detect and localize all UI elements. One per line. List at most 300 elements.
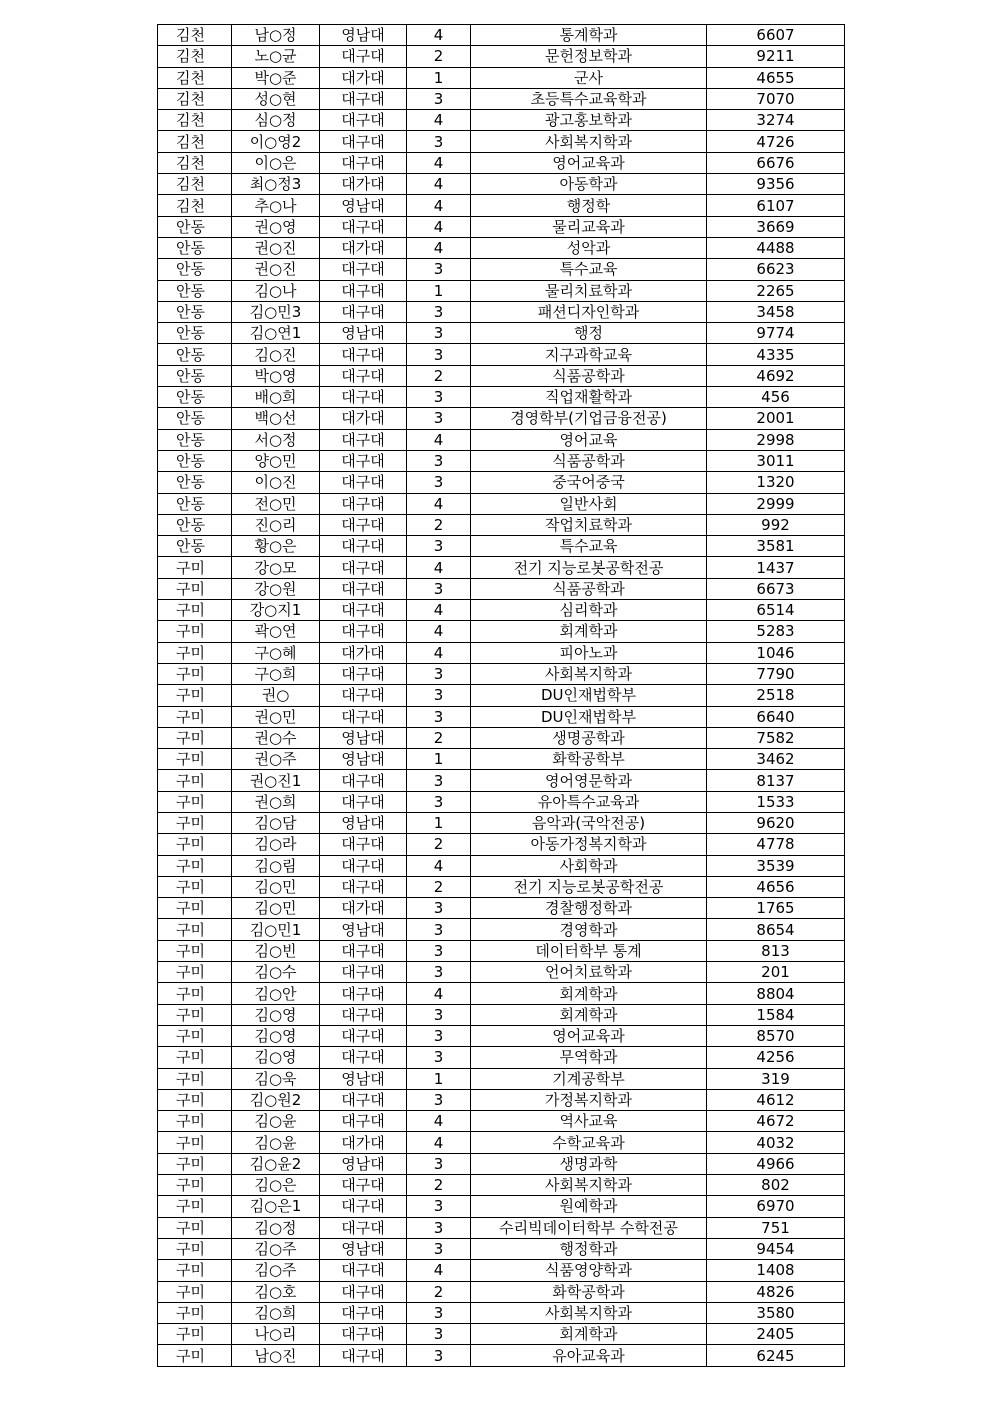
name-cell: 김○원2 [232, 1089, 320, 1110]
grade-cell: 3 [407, 1345, 471, 1366]
name-cell: 권○진1 [232, 770, 320, 791]
table-row [158, 983, 845, 1004]
table-row [158, 67, 845, 88]
department-cell: 식품공학과 [471, 365, 707, 386]
number-cell: 1046 [707, 642, 845, 663]
number-cell: 4778 [707, 834, 845, 855]
name-cell: 곽○연 [232, 621, 320, 642]
university-cell: 대구대 [320, 1281, 407, 1302]
university-cell: 대구대 [320, 1260, 407, 1281]
number-cell: 813 [707, 940, 845, 961]
grade-cell: 3 [407, 408, 471, 429]
region-cell: 구미 [158, 1302, 232, 1323]
grade-cell: 4 [407, 195, 471, 216]
grade-cell: 3 [407, 1004, 471, 1025]
region-cell: 구미 [158, 1196, 232, 1217]
department-cell: 가정복지학과 [471, 1089, 707, 1110]
grade-cell: 3 [407, 1302, 471, 1323]
department-cell: 물리치료학과 [471, 280, 707, 301]
grade-cell: 3 [407, 1196, 471, 1217]
grade-cell: 2 [407, 876, 471, 897]
region-cell: 구미 [158, 898, 232, 919]
table-row [158, 131, 845, 152]
grade-cell: 4 [407, 493, 471, 514]
university-cell: 영남대 [320, 812, 407, 833]
region-cell: 김천 [158, 67, 232, 88]
region-cell: 구미 [158, 621, 232, 642]
region-cell: 김천 [158, 25, 232, 46]
university-cell: 영남대 [320, 1238, 407, 1259]
grade-cell: 2 [407, 514, 471, 535]
grade-cell: 4 [407, 174, 471, 195]
university-cell: 대구대 [320, 387, 407, 408]
university-cell: 대구대 [320, 536, 407, 557]
name-cell: 강○모 [232, 557, 320, 578]
table-row [158, 1153, 845, 1174]
department-cell: 물리교육과 [471, 216, 707, 237]
grade-cell: 3 [407, 685, 471, 706]
name-cell: 김○민 [232, 898, 320, 919]
number-cell: 9211 [707, 46, 845, 67]
department-cell: 수학교육과 [471, 1132, 707, 1153]
table-row [158, 1175, 845, 1196]
name-cell: 김○빈 [232, 940, 320, 961]
department-cell: 생명공학과 [471, 727, 707, 748]
region-cell: 안동 [158, 237, 232, 258]
grade-cell: 1 [407, 67, 471, 88]
grade-cell: 2 [407, 1175, 471, 1196]
number-cell: 3581 [707, 536, 845, 557]
university-cell: 대구대 [320, 600, 407, 621]
region-cell: 구미 [158, 1111, 232, 1132]
department-cell: 사회복지학과 [471, 663, 707, 684]
university-cell: 대구대 [320, 663, 407, 684]
grade-cell: 3 [407, 962, 471, 983]
name-cell: 최○정3 [232, 174, 320, 195]
department-cell: 행정학 [471, 195, 707, 216]
region-cell: 구미 [158, 1345, 232, 1366]
university-cell: 대구대 [320, 557, 407, 578]
number-cell: 6514 [707, 600, 845, 621]
table-row [158, 472, 845, 493]
name-cell: 구○희 [232, 663, 320, 684]
grade-cell: 4 [407, 216, 471, 237]
region-cell: 구미 [158, 1068, 232, 1089]
table-row [158, 429, 845, 450]
department-cell: 식품공학과 [471, 450, 707, 471]
name-cell: 추○나 [232, 195, 320, 216]
region-cell: 안동 [158, 450, 232, 471]
name-cell: 강○원 [232, 578, 320, 599]
name-cell: 김○영 [232, 1047, 320, 1068]
department-cell: 사회학과 [471, 855, 707, 876]
university-cell: 대구대 [320, 1324, 407, 1345]
university-cell: 영남대 [320, 323, 407, 344]
department-cell: 데이터학부 통계 [471, 940, 707, 961]
number-cell: 6107 [707, 195, 845, 216]
grade-cell: 3 [407, 663, 471, 684]
department-cell: 회계학과 [471, 621, 707, 642]
university-cell: 대구대 [320, 131, 407, 152]
table-row [158, 770, 845, 791]
university-cell: 대가대 [320, 67, 407, 88]
university-cell: 대가대 [320, 642, 407, 663]
grade-cell: 3 [407, 770, 471, 791]
university-cell: 대구대 [320, 876, 407, 897]
name-cell: 권○진 [232, 259, 320, 280]
name-cell: 김○안 [232, 983, 320, 1004]
university-cell: 대구대 [320, 770, 407, 791]
university-cell: 대구대 [320, 1047, 407, 1068]
name-cell: 권○민 [232, 706, 320, 727]
grade-cell: 4 [407, 25, 471, 46]
department-cell: 영어교육과 [471, 152, 707, 173]
number-cell: 8654 [707, 919, 845, 940]
region-cell: 구미 [158, 983, 232, 1004]
department-cell: 경영학과 [471, 919, 707, 940]
university-cell: 대구대 [320, 259, 407, 280]
table-row [158, 940, 845, 961]
grade-cell: 4 [407, 642, 471, 663]
university-cell: 대구대 [320, 1196, 407, 1217]
department-cell: DU인재법학부 [471, 685, 707, 706]
region-cell: 구미 [158, 876, 232, 897]
region-cell: 안동 [158, 216, 232, 237]
name-cell: 김○담 [232, 812, 320, 833]
university-cell: 대구대 [320, 429, 407, 450]
table-row [158, 1068, 845, 1089]
name-cell: 김○호 [232, 1281, 320, 1302]
grade-cell: 3 [407, 450, 471, 471]
university-cell: 대구대 [320, 1111, 407, 1132]
name-cell: 권○희 [232, 791, 320, 812]
region-cell: 구미 [158, 557, 232, 578]
department-cell: 성악과 [471, 237, 707, 258]
university-cell: 대가대 [320, 174, 407, 195]
name-cell: 김○은1 [232, 1196, 320, 1217]
department-cell: 패션디자인학과 [471, 301, 707, 322]
university-cell: 영남대 [320, 919, 407, 940]
name-cell: 남○진 [232, 1345, 320, 1366]
table-row [158, 344, 845, 365]
region-cell: 구미 [158, 919, 232, 940]
number-cell: 4726 [707, 131, 845, 152]
department-cell: 원예학과 [471, 1196, 707, 1217]
table-row [158, 408, 845, 429]
region-cell: 안동 [158, 280, 232, 301]
table-row [158, 216, 845, 237]
grade-cell: 3 [407, 301, 471, 322]
number-cell: 2265 [707, 280, 845, 301]
university-cell: 영남대 [320, 195, 407, 216]
grade-cell: 3 [407, 1025, 471, 1046]
grade-cell: 3 [407, 940, 471, 961]
number-cell: 4656 [707, 876, 845, 897]
table-row [158, 1132, 845, 1153]
grade-cell: 4 [407, 983, 471, 1004]
number-cell: 4612 [707, 1089, 845, 1110]
number-cell: 8804 [707, 983, 845, 1004]
university-cell: 대구대 [320, 834, 407, 855]
name-cell: 김○진 [232, 344, 320, 365]
university-cell: 영남대 [320, 1153, 407, 1174]
region-cell: 구미 [158, 812, 232, 833]
grade-cell: 3 [407, 1238, 471, 1259]
number-cell: 751 [707, 1217, 845, 1238]
name-cell: 김○림 [232, 855, 320, 876]
number-cell: 4672 [707, 1111, 845, 1132]
name-cell: 구○혜 [232, 642, 320, 663]
table-row [158, 259, 845, 280]
university-cell: 대구대 [320, 1025, 407, 1046]
department-cell: 작업치료학과 [471, 514, 707, 535]
table-row [158, 642, 845, 663]
department-cell: 직업재활학과 [471, 387, 707, 408]
department-cell: 회계학과 [471, 983, 707, 1004]
university-cell: 대구대 [320, 88, 407, 109]
name-cell: 노○균 [232, 46, 320, 67]
grade-cell: 1 [407, 812, 471, 833]
number-cell: 1533 [707, 791, 845, 812]
number-cell: 3274 [707, 110, 845, 131]
department-cell: 회계학과 [471, 1324, 707, 1345]
table-row [158, 1281, 845, 1302]
region-cell: 구미 [158, 1217, 232, 1238]
university-cell: 대가대 [320, 408, 407, 429]
name-cell: 권○진 [232, 237, 320, 258]
region-cell: 김천 [158, 152, 232, 173]
grade-cell: 3 [407, 131, 471, 152]
number-cell: 802 [707, 1175, 845, 1196]
grade-cell: 1 [407, 1068, 471, 1089]
table-row [158, 1025, 845, 1046]
region-cell: 안동 [158, 536, 232, 557]
region-cell: 안동 [158, 472, 232, 493]
grade-cell: 3 [407, 1047, 471, 1068]
grade-cell: 3 [407, 1089, 471, 1110]
table-row [158, 1217, 845, 1238]
name-cell: 박○준 [232, 67, 320, 88]
grade-cell: 3 [407, 919, 471, 940]
region-cell: 구미 [158, 1260, 232, 1281]
region-cell: 안동 [158, 344, 232, 365]
region-cell: 구미 [158, 791, 232, 812]
region-cell: 구미 [158, 749, 232, 770]
name-cell: 김○라 [232, 834, 320, 855]
number-cell: 4692 [707, 365, 845, 386]
table-row [158, 1302, 845, 1323]
department-cell: 생명과학 [471, 1153, 707, 1174]
table-row [158, 1111, 845, 1132]
table-row [158, 578, 845, 599]
department-cell: 특수교육 [471, 536, 707, 557]
table-row [158, 727, 845, 748]
department-cell: 수리빅데이터학부 수학전공 [471, 1217, 707, 1238]
department-cell: 지구과학교육 [471, 344, 707, 365]
number-cell: 8137 [707, 770, 845, 791]
table-row [158, 1196, 845, 1217]
university-cell: 대구대 [320, 365, 407, 386]
number-cell: 2998 [707, 429, 845, 450]
table-row [158, 962, 845, 983]
table-row [158, 834, 845, 855]
number-cell: 4256 [707, 1047, 845, 1068]
department-cell: 식품영양학과 [471, 1260, 707, 1281]
department-cell: 광고홍보학과 [471, 110, 707, 131]
grade-cell: 4 [407, 152, 471, 173]
university-cell: 대구대 [320, 110, 407, 131]
grade-cell: 4 [407, 429, 471, 450]
number-cell: 1320 [707, 472, 845, 493]
table-row [158, 387, 845, 408]
department-cell: 행정학과 [471, 1238, 707, 1259]
department-cell: 무역학과 [471, 1047, 707, 1068]
region-cell: 김천 [158, 46, 232, 67]
region-cell: 구미 [158, 642, 232, 663]
number-cell: 1437 [707, 557, 845, 578]
university-cell: 대구대 [320, 493, 407, 514]
name-cell: 나○리 [232, 1324, 320, 1345]
department-cell: 회계학과 [471, 1004, 707, 1025]
name-cell: 김○주 [232, 1238, 320, 1259]
department-cell: 유아교육과 [471, 1345, 707, 1366]
university-cell: 대구대 [320, 621, 407, 642]
university-cell: 대구대 [320, 472, 407, 493]
number-cell: 8570 [707, 1025, 845, 1046]
name-cell: 김○민3 [232, 301, 320, 322]
name-cell: 김○욱 [232, 1068, 320, 1089]
region-cell: 김천 [158, 174, 232, 195]
university-cell: 영남대 [320, 25, 407, 46]
department-cell: 아동학과 [471, 174, 707, 195]
region-cell: 김천 [158, 131, 232, 152]
region-cell: 구미 [158, 1175, 232, 1196]
department-cell: 초등특수교육학과 [471, 88, 707, 109]
name-cell: 김○주 [232, 1260, 320, 1281]
region-cell: 안동 [158, 408, 232, 429]
name-cell: 권○수 [232, 727, 320, 748]
grade-cell: 3 [407, 259, 471, 280]
university-cell: 대구대 [320, 791, 407, 812]
number-cell: 1765 [707, 898, 845, 919]
grade-cell: 3 [407, 706, 471, 727]
grade-cell: 3 [407, 472, 471, 493]
table-row [158, 898, 845, 919]
university-cell: 대구대 [320, 983, 407, 1004]
table-row [158, 365, 845, 386]
table-row [158, 1004, 845, 1025]
number-cell: 4335 [707, 344, 845, 365]
number-cell: 6640 [707, 706, 845, 727]
table-row [158, 621, 845, 642]
grade-cell: 3 [407, 1324, 471, 1345]
university-cell: 대구대 [320, 1217, 407, 1238]
grade-cell: 4 [407, 557, 471, 578]
number-cell: 6970 [707, 1196, 845, 1217]
department-cell: 사회복지학과 [471, 131, 707, 152]
department-cell: 전기 지능로봇공학전공 [471, 557, 707, 578]
region-cell: 구미 [158, 1324, 232, 1345]
university-cell: 영남대 [320, 727, 407, 748]
grade-cell: 4 [407, 621, 471, 642]
grade-cell: 4 [407, 1132, 471, 1153]
department-cell: 영어영문학과 [471, 770, 707, 791]
grade-cell: 3 [407, 323, 471, 344]
table-row [158, 855, 845, 876]
university-cell: 대구대 [320, 514, 407, 535]
number-cell: 6607 [707, 25, 845, 46]
university-cell: 대구대 [320, 578, 407, 599]
grade-cell: 3 [407, 578, 471, 599]
name-cell: 성○현 [232, 88, 320, 109]
region-cell: 구미 [158, 1281, 232, 1302]
name-cell: 김○나 [232, 280, 320, 301]
table-row [158, 301, 845, 322]
grade-cell: 1 [407, 280, 471, 301]
number-cell: 4488 [707, 237, 845, 258]
number-cell: 7582 [707, 727, 845, 748]
table-row [158, 536, 845, 557]
name-cell: 서○정 [232, 429, 320, 450]
department-cell: 통계학과 [471, 25, 707, 46]
university-cell: 대구대 [320, 280, 407, 301]
number-cell: 4966 [707, 1153, 845, 1174]
region-cell: 안동 [158, 429, 232, 450]
number-cell: 1408 [707, 1260, 845, 1281]
department-cell: DU인재법학부 [471, 706, 707, 727]
number-cell: 4032 [707, 1132, 845, 1153]
department-cell: 영어교육과 [471, 1025, 707, 1046]
name-cell: 강○지1 [232, 600, 320, 621]
region-cell: 김천 [158, 195, 232, 216]
university-cell: 대구대 [320, 855, 407, 876]
student-list-table [157, 24, 845, 1367]
region-cell: 구미 [158, 1025, 232, 1046]
number-cell: 4655 [707, 67, 845, 88]
number-cell: 2405 [707, 1324, 845, 1345]
university-cell: 대구대 [320, 1302, 407, 1323]
region-cell: 구미 [158, 1004, 232, 1025]
name-cell: 배○희 [232, 387, 320, 408]
university-cell: 대구대 [320, 1004, 407, 1025]
number-cell: 9356 [707, 174, 845, 195]
grade-cell: 4 [407, 1260, 471, 1281]
table-row [158, 25, 845, 46]
name-cell: 남○정 [232, 25, 320, 46]
grade-cell: 2 [407, 365, 471, 386]
grade-cell: 3 [407, 1153, 471, 1174]
grade-cell: 2 [407, 46, 471, 67]
table-row [158, 514, 845, 535]
university-cell: 대구대 [320, 1345, 407, 1366]
region-cell: 구미 [158, 578, 232, 599]
table-row [158, 557, 845, 578]
number-cell: 992 [707, 514, 845, 535]
university-cell: 대구대 [320, 344, 407, 365]
grade-cell: 2 [407, 727, 471, 748]
name-cell: 김○윤 [232, 1111, 320, 1132]
number-cell: 9454 [707, 1238, 845, 1259]
grade-cell: 3 [407, 898, 471, 919]
number-cell: 9774 [707, 323, 845, 344]
department-cell: 사회복지학과 [471, 1175, 707, 1196]
table-row [158, 919, 845, 940]
grade-cell: 3 [407, 1217, 471, 1238]
region-cell: 안동 [158, 493, 232, 514]
region-cell: 구미 [158, 834, 232, 855]
region-cell: 구미 [158, 685, 232, 706]
region-cell: 구미 [158, 1153, 232, 1174]
